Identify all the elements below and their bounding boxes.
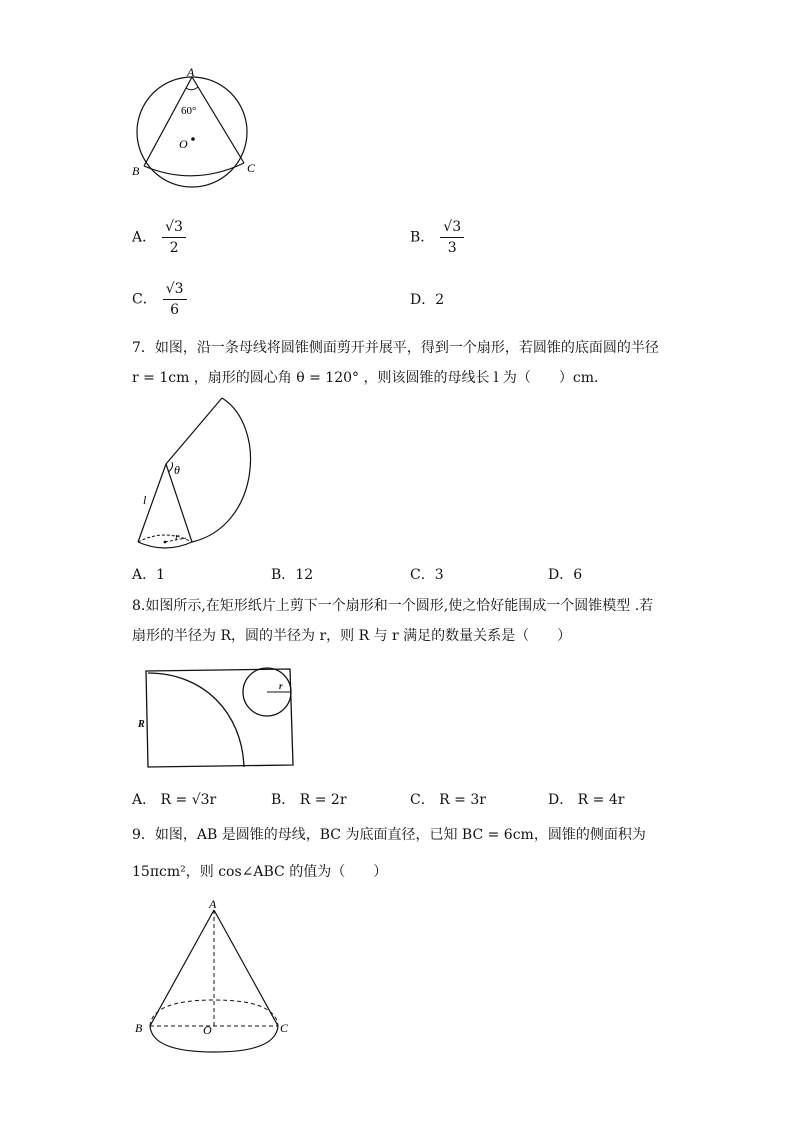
q7-option-d: D．6 (548, 567, 583, 583)
q7-sector-arc (192, 398, 251, 542)
q9-generatrix-ac (214, 910, 278, 1026)
q6-arc-bc (144, 163, 244, 176)
q6-circle (137, 77, 247, 187)
q8-question-line2: 扇形的半径为 R，圆的半径为 r，则 R 与 r 满足的数量关系是（ ） (132, 628, 572, 644)
q9-question-line2: 15πcm²，则 cos∠ABC 的值为（ ） (132, 864, 388, 880)
q8-option-b: B． R = 2r (271, 792, 347, 808)
q7-label-theta: θ (174, 463, 180, 477)
q7-option-b: B．12 (271, 567, 314, 583)
q6-option-a: A． $\frac{√3}{2}$ (132, 218, 186, 257)
q6-label-o: O (179, 137, 188, 151)
q6-label-b: B (132, 164, 140, 178)
q9-base-front (150, 1026, 278, 1052)
q6-angle-arc (186, 87, 198, 90)
q6-label-c: C (247, 161, 256, 175)
q6-center-dot (191, 137, 195, 141)
q6-chord-ac (192, 77, 244, 163)
q6-angle-label: 60° (181, 105, 197, 117)
q9-label-c: C (280, 1021, 289, 1035)
q9-generatrix-ab (150, 910, 214, 1026)
q7-base-center (164, 541, 167, 544)
q6-figure (130, 66, 260, 182)
q9-label-a: A (209, 897, 217, 911)
q7-question-line1: 7．如图，沿一条母线将圆锥侧面剪开并展平，得到一个扇形，若圆锥的底面圆的半径 (132, 340, 659, 356)
q8-label-R: R (138, 719, 145, 730)
q8-rectangle (146, 669, 293, 767)
q7-sector-edge (166, 398, 222, 464)
q9-label-b: B (135, 1021, 143, 1035)
q9-figure (130, 896, 295, 1056)
q6-chord-ab (144, 77, 192, 166)
q8-option-a: A． R = √3r (132, 792, 217, 808)
q7-label-r: r (175, 531, 180, 543)
q6-option-c: C． $\frac{√3}{6}$ (132, 280, 187, 319)
q6-label-a: A (187, 65, 195, 79)
q7-option-a: A．1 (132, 567, 166, 583)
q9-question-line1: 9．如图，AB 是圆锥的母线，BC 为底面直径，已知 BC = 6cm，圆锥的侧面积为 (132, 827, 646, 843)
q8-sector-arc (148, 673, 244, 767)
q6-option-d: D．2 (410, 292, 445, 308)
q7-figure (132, 396, 262, 554)
q7-question-line2: r = 1cm ，扇形的圆心角 θ = 120° ，则该圆锥的母线长 l 为（ ）cm． (132, 370, 608, 386)
q8-label-r: r (279, 681, 283, 691)
q7-option-c: C．3 (410, 567, 444, 583)
q8-figure (134, 665, 299, 771)
q8-option-c: C． R = 3r (410, 792, 486, 808)
q8-question-line1: 8.如图所示,在矩形纸片上剪下一个扇形和一个圆形,使之恰好能围成一个圆锥模型 .若 (132, 598, 654, 614)
q6-option-b: B． $\frac{√3}{3}$ (410, 218, 464, 257)
q7-label-l: l (143, 493, 147, 507)
q8-option-d: D． R = 4r (548, 792, 625, 808)
q9-label-o: O (203, 1023, 212, 1037)
